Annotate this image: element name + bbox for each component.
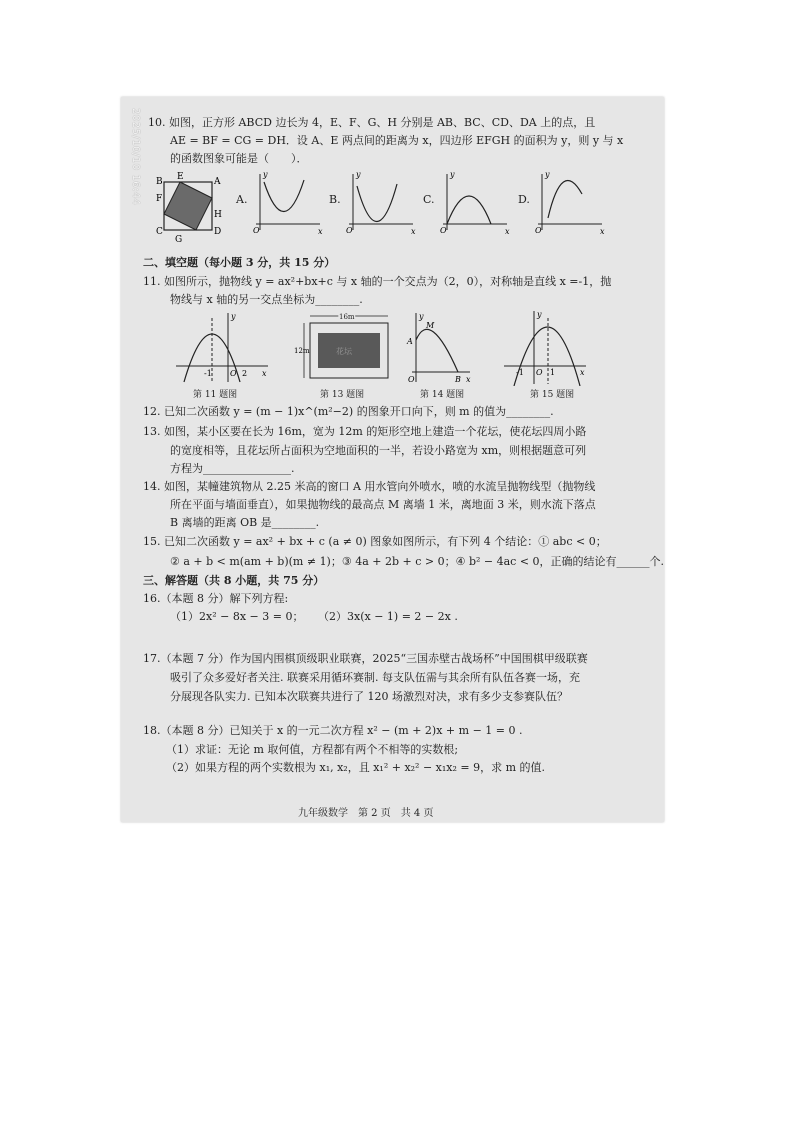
q17-line2: 吸引了众多爱好者关注. 联赛采用循环赛制. 每支队伍需与其余所有队伍各赛一场，充 [170, 671, 580, 684]
sq-label-g: G [175, 235, 183, 243]
graph-b-o: O [346, 226, 353, 235]
fig15-o: O [536, 368, 543, 377]
fig14-x: x [466, 375, 471, 384]
graph-c-o: O [440, 226, 447, 235]
fig13-12m: 12m [294, 347, 310, 355]
fig14-caption: 第 14 题图 [420, 390, 465, 400]
sq-label-f: F [156, 194, 163, 204]
q10-graph-b [343, 168, 418, 236]
fig15-x: x [580, 368, 585, 377]
sq-label-b: B [156, 177, 163, 187]
fig14-o: O [408, 375, 415, 384]
q10-option-b: B. [329, 193, 341, 206]
graph-a-x: x [318, 227, 323, 236]
graph-d-y: y [545, 170, 550, 179]
q10-line2: AE = BF = CG = DH．设 A、E 两点间的距离为 x，四边形 EFGH 的面积为 y，则 y 与 x [170, 134, 624, 147]
fig15-y: y [537, 310, 542, 319]
fig11-parabola [172, 310, 272, 385]
fig13-flowerbed: 花坛 [336, 347, 352, 356]
q16-part2: （2）3x(x − 1) = 2 − 2x . [318, 610, 458, 623]
graph-c-x: x [505, 227, 510, 236]
q15-line1: 15. 已知二次函数 y = ax² + bx + c (a ≠ 0) 图象如图所示，有下列 4 个结论：① abc < 0； [143, 535, 607, 548]
fig11-o: O [230, 369, 237, 378]
q18-line1: 18.（本题 8 分）已知关于 x 的一元二次方程 x² − (m + 2)x + m − 1 = 0 . [143, 724, 523, 737]
q10-graph-c [437, 168, 512, 236]
q14-line2: 所在平面与墙面垂直），如果抛物线的最高点 M 离墙 1 米，离地面 3 米，则水流下落点 [170, 498, 596, 511]
q11-line2: 物线与 x 轴的另一交点坐标为________. [170, 293, 363, 306]
q10-option-a: A. [236, 193, 248, 206]
fig14-water-arc [404, 310, 474, 385]
q15-line2: ② a + b < m(am + b)(m ≠ 1)；③ 4a + 2b + c > 0；④ b² − 4ac < 0，正确的结论有______个. [170, 555, 665, 568]
fig14-m: M [426, 321, 435, 330]
graph-d-o: O [535, 226, 542, 235]
sq-label-e: E [177, 172, 184, 182]
q18-part2: （2）如果方程的两个实数根为 x₁, x₂，且 x₁² + x₂² − x₁x₂ = 9，求 m 的值. [166, 761, 546, 774]
q16-line1: 16.（本题 8 分）解下列方程: [143, 592, 289, 605]
graph-b-x: x [411, 227, 416, 236]
timestamp-stamp: 2025/10/10 16:44 [130, 108, 141, 206]
q10-line1: 10. 如图，正方形 ABCD 边长为 4，E、F、G、H 分别是 AB、BC、CD、DA 上的点，且 [148, 116, 596, 129]
q18-part1: （1）求证：无论 m 取何值，方程都有两个不相等的实数根; [166, 743, 459, 756]
q13-line1: 13. 如图，某小区要在长为 16m，宽为 12m 的矩形空地上建造一个花坛，使花坛四周小路 [143, 425, 587, 438]
fig15-minus1: -1 [516, 368, 524, 377]
q11-line1: 11. 如图所示，抛物线 y = ax²+bx+c 与 x 轴的一个交点为（2，0），对称轴是直线 x =-1，抛 [143, 275, 612, 288]
sq-label-d: D [214, 227, 222, 237]
fig13-caption: 第 13 题图 [320, 390, 365, 400]
section3-title: 三、解答题（共 8 小题，共 75 分） [143, 574, 325, 587]
fig11-two: 2 [242, 369, 248, 378]
q10-option-c: C. [423, 193, 435, 206]
fig11-minus1: -1 [204, 369, 212, 378]
fig11-y: y [231, 312, 236, 321]
q10-option-d: D. [518, 193, 530, 206]
q10-graph-a [250, 168, 325, 236]
fig14-y: y [419, 312, 424, 321]
fig15-one: 1 [550, 368, 556, 377]
q13-line3: 方程为________________. [170, 462, 295, 475]
q17-line3: 分展现各队实力. 已知本次联赛共进行了 120 场激烈对决，求有多少支参赛队伍？ [170, 690, 568, 703]
graph-b-y: y [356, 170, 361, 179]
q14-line3: B 离墙的距离 OB 是________. [170, 516, 320, 529]
q14-line1: 14. 如图，某幢建筑物从 2.25 米高的窗口 A 用水管向外喷水，喷的水流呈抛物线型（抛物线 [143, 480, 596, 493]
fig14-a: A [407, 337, 413, 346]
fig15-caption: 第 15 题图 [530, 390, 575, 400]
q10-square-figure [150, 168, 230, 243]
section2-title: 二、填空题（每小题 3 分，共 15 分） [143, 256, 336, 269]
sq-label-h: H [214, 210, 222, 220]
graph-c-y: y [450, 170, 455, 179]
q12-text: 12. 已知二次函数 y = (m − 1)x^(m²−2) 的图象开口向下，则 m 的值为________. [143, 405, 554, 418]
q13-line2: 的宽度相等，且花坛所占面积为空地面积的一半，若设小路宽为 xm，则根据题意可列 [170, 444, 587, 457]
graph-a-y: y [263, 170, 268, 179]
q10-line3: 的函数图象可能是（ ）． [170, 152, 308, 165]
fig13-16m: 16m [339, 313, 355, 321]
graph-d-x: x [600, 227, 605, 236]
fig11-caption: 第 11 题图 [193, 390, 238, 400]
fig14-b: B [455, 375, 461, 384]
fig11-x: x [262, 369, 267, 378]
q10-graph-d [532, 168, 607, 236]
q16-part1: （1）2x² − 8x − 3 = 0； [170, 610, 304, 623]
q17-line1: 17.（本题 7 分）作为国内围棋顶级职业联赛，2025“三国赤壁古战场杯”中国围棋甲级联赛 [143, 652, 588, 665]
sq-label-a: A [214, 177, 221, 187]
graph-a-o: O [253, 226, 260, 235]
fig13-rectangle [294, 311, 396, 381]
fig15-parabola [500, 308, 590, 386]
sq-label-c: C [156, 227, 163, 237]
page-footer: 九年级数学 第 2 页 共 4 页 [298, 808, 434, 819]
